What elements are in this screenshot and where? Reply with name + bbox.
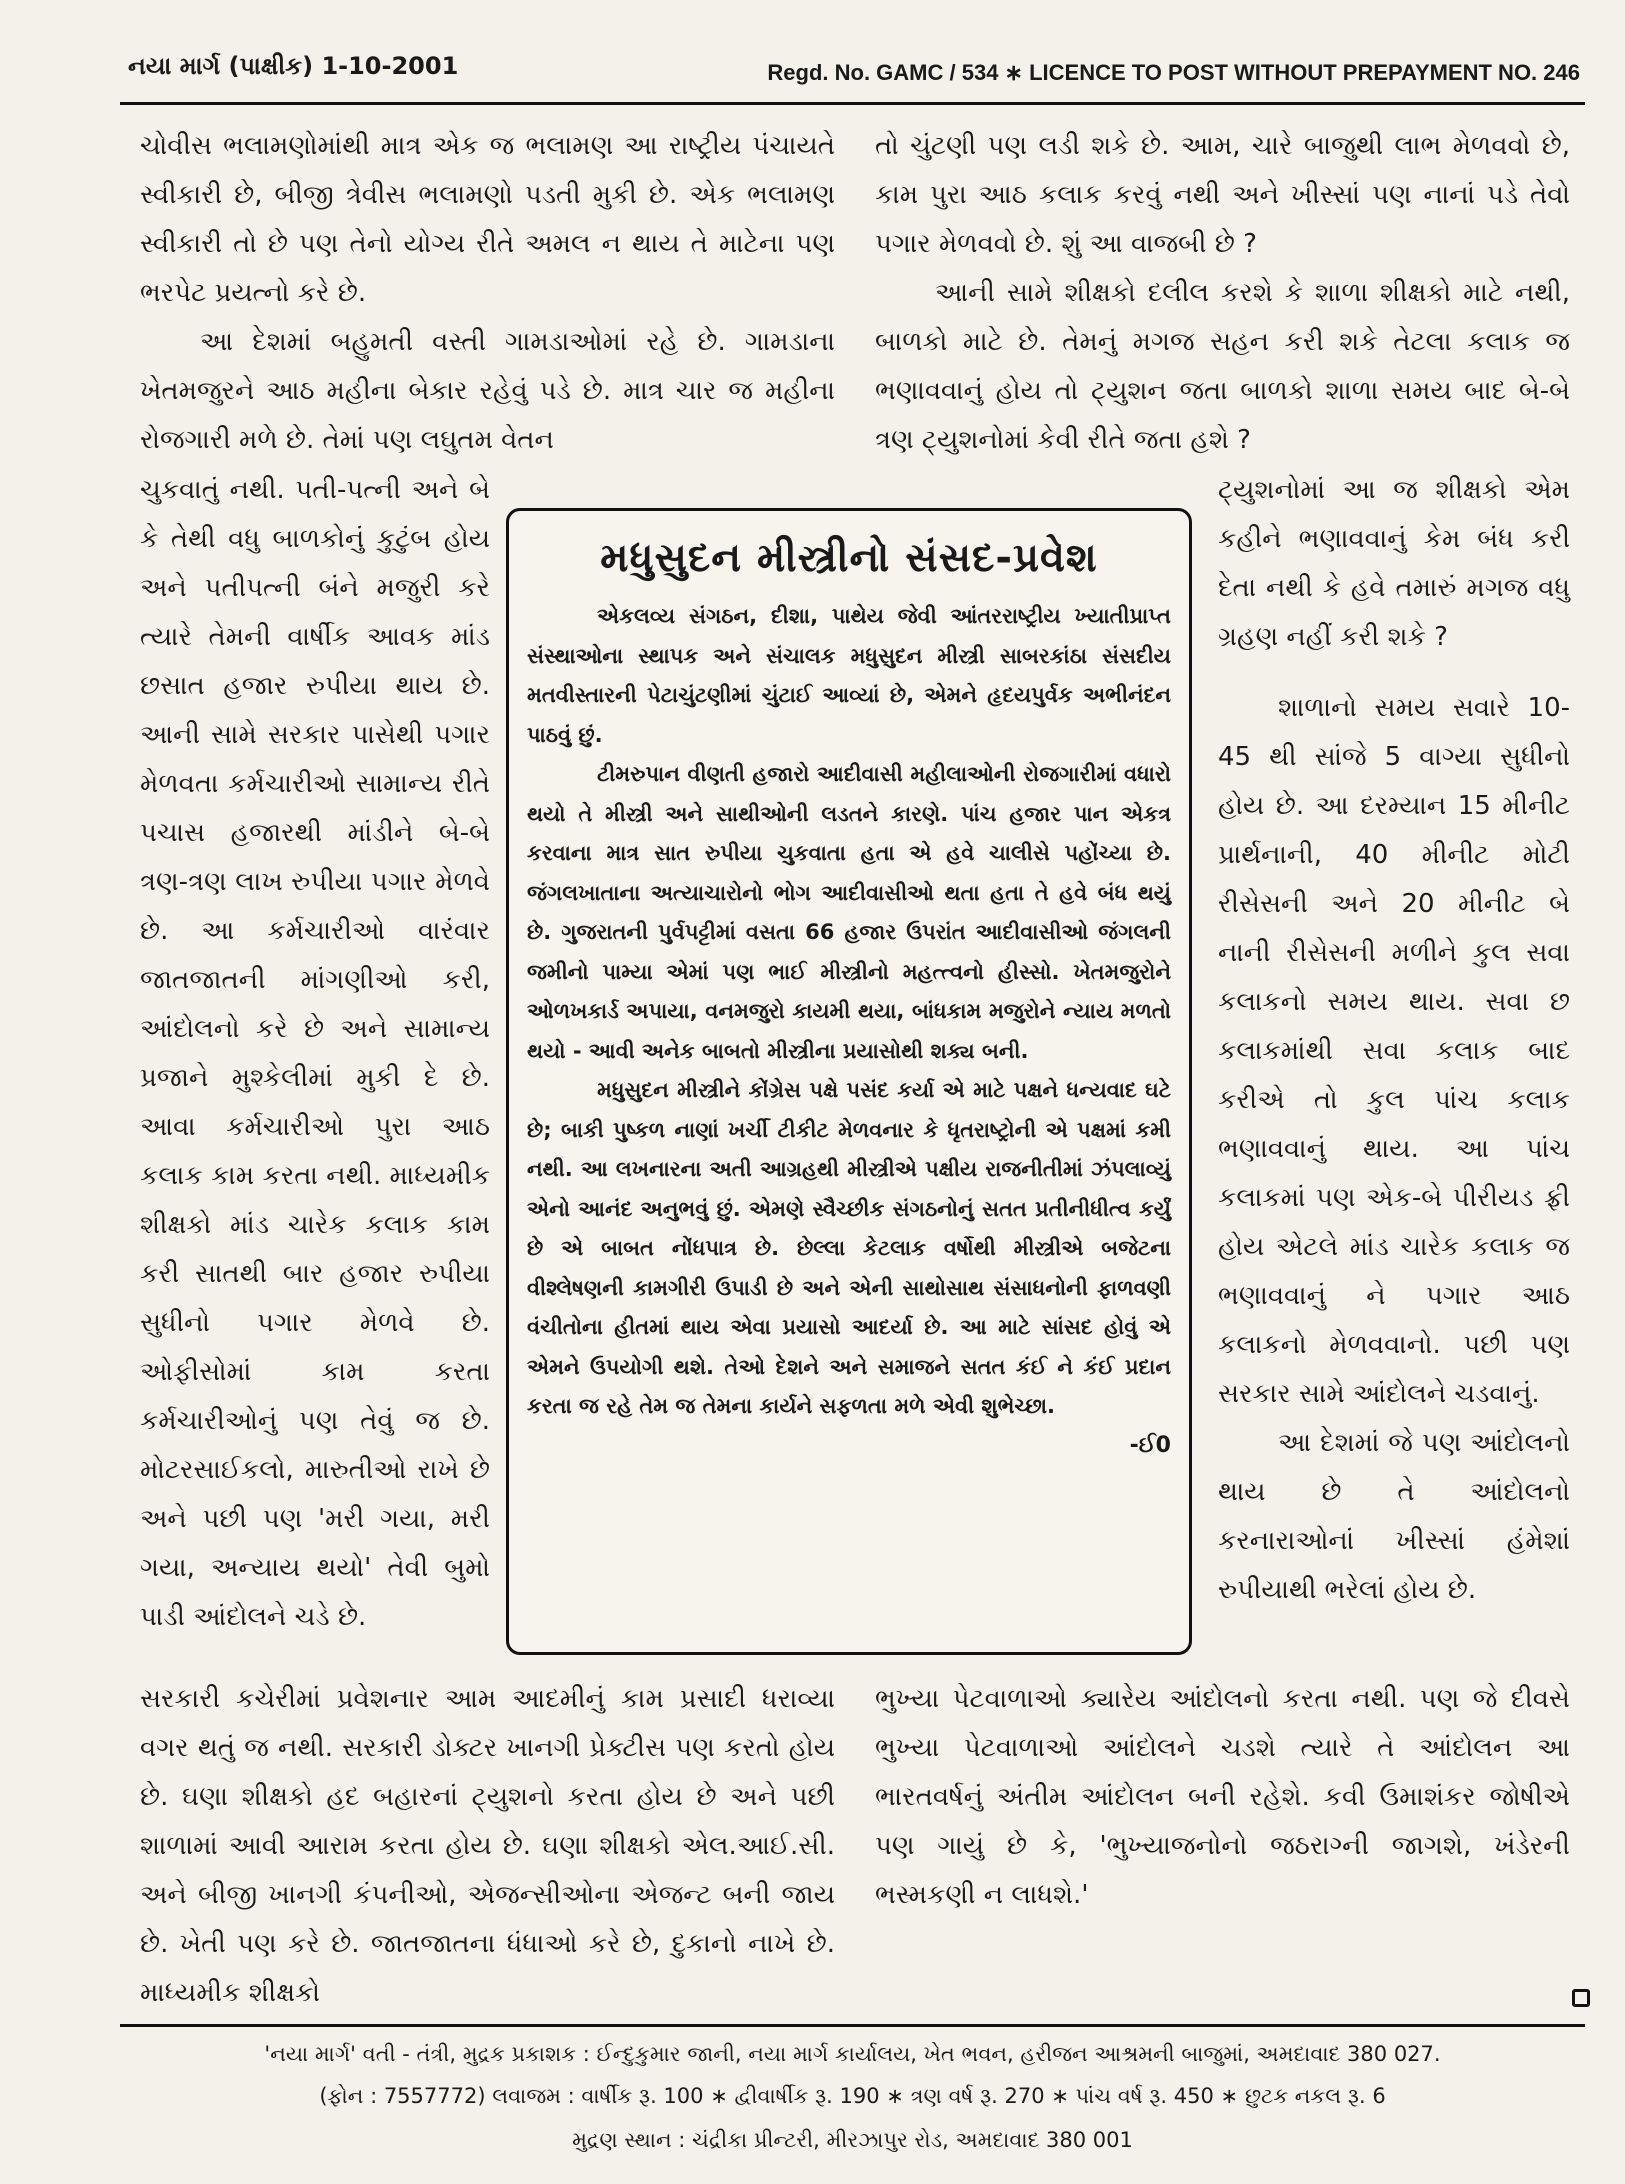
footer-line-1: 'નયા માર્ગ' વતી - તંત્રી, મુદ્રક પ્રકાશક : ઈન્દુકુમાર જાની, નયા માર્ગ કાર્યાલય, ખેત ભવન, હરીજન આશ્રમની બાજુમાં, અમદાવાદ 380 027. (264, 2042, 1441, 2066)
end-of-article-mark (1572, 1989, 1590, 2007)
box-paragraph-1: એકલવ્ય સંગઠન, દીશા, પાથેય જેવી આંતરરાષ્ટ્રીય ખ્યાતીપ્રાપ્ત સંસ્થાઓના સ્થાપક અને સંચાલક મધુસુદન મીસ્ત્રી સાબરકાંઠા સંસદીય મતવીસ્તારની પેટાચુંટણીમાં ચુંટાઈ આવ્યાં છે, એમને હૃદયપુર્વક અભીનંદન પાઠવું છું. (527, 604, 1171, 747)
right-column-narrow (1218, 466, 1570, 1615)
right-bottom-paragraph: ભુખ્યા પેટવાળાઓ ક્યારેય આંદોલનો કરતા નથી. પણ જે દીવસે ભુખ્યા પેટવાળાઓ આંદોલને ચડશે ત્યારે તે આંદોલન આ ભારતવર્ષનું અંતીમ આંદોલન બની રહેશે. કવી ઉમાશંકર જોષીએ પણ ગાયું છે કે, 'ભુખ્યાજનોનો જઠરાગ્ની જાગશે, ખંડેરની ભસ્મકણી ન લાધશે.' (875, 1684, 1570, 1910)
right-narrow-paragraph-2: શાળાનો સમય સવારે 10-45 થી સાંજે 5 વાગ્યા સુધીનો હોય છે. આ દરમ્યાન 15 મીનીટ પ્રાર્થનાની, 40 મીનીટ મોટી રીસેસની અને 20 મીનીટ બે નાની રીસેસની મળીને કુલ સવા કલાકનો સમય થાય. સવા છ કલાકમાંથી સવા કલાક બાદ કરીએ તો કુલ પાંચ કલાક ભણાવવાનું થાય. આ પાંચ કલાકમાં પણ એક-બે પીરીયડ ફ્રી હોય એટલે માંડ ચારેક કલાક જ ભણાવવાનું ને પગાર આઠ કલાકનો મેળવવાનો. પછી પણ સરકાર સામે આંદોલને ચડવાનું. (1218, 693, 1570, 1409)
box-paragraph-3: મધુસુદન મીસ્ત્રીને કોંગ્રેસ પક્ષે પસંદ કર્યા એ માટે પક્ષને ધન્યવાદ ઘટે છે; બાકી પુષ્કળ નાણાં ખર્ચી ટીકીટ મેળવનાર કે ધૃતરાષ્ટ્રોની એ પક્ષમાં કમી નથી. આ લખનારના અતી આગ્રહથી મીસ્ત્રીએ પક્ષીય રાજનીતીમાં ઝંપલાવ્યું એનો આનંદ અનુભવું છું. એમણે સ્વૈચ્છીક સંગઠનોનું સતત પ્રતીનીધીત્વ કર્યું છે એ બાબત નોંધપાત્ર છે. છેલ્લા કેટલાક વર્ષોથી મીસ્ત્રીએ બજેટના વીશ્લેષણની કામગીરી ઉપાડી છે અને એની સાથોસાથ સંસાધનોની ફાળવણી વંચીતોના હીતમાં થાય એવા પ્રયાસો આદર્યા છે. આ માટે સાંસદ હોવું એ એમને ઉપયોગી થશે. તેઓ દેશને અને સમાજને સતત કંઈ ને કંઈ પ્રદાન કરતા જ રહે તેમ જ તેમના કાર્યને સફળતા મળે એવી શુભેચ્છા. (527, 1078, 1171, 1418)
left-paragraph-1: ચોવીસ ભલામણોમાંથી માત્ર એક જ ભલામણ આ રાષ્ટ્રીય પંચાયતે સ્વીકારી છે, બીજી ત્રેવીસ ભલામણો પડતી મુકી છે. એક ભલામણ સ્વીકારી તો છે પણ તેનો યોગ્ય રીતે અમલ ન થાય તે માટેના પણ ભરપેટ પ્રયત્નો કરે છે. (140, 131, 835, 308)
right-paragraph-1: તો ચુંટણી પણ લડી શકે છે. આમ, ચારે બાજુથી લાભ મેળવવો છે, કામ પુરા આઠ કલાક કરવું નથી અને ખીસ્સાં પણ નાનાં પડે તેવો પગાર મેળવવો છે. શું આ વાજબી છે ? (875, 131, 1570, 259)
left-paragraph-2: આ દેશમાં બહુમતી વસ્તી ગામડાઓમાં રહે છે. ગામડાના ખેતમજુરને આઠ મહીના બેકાર રહેવું પડે છે. માત્ર ચાર જ મહીના રોજગારી મળે છે. તેમાં પણ લઘુતમ વેતન (140, 327, 835, 455)
left-narrow-paragraph: ચુકવાતું નથી. પતી-પત્ની અને બે કે તેથી વધુ બાળકોનું કુટુંબ હોય અને પતીપત્ની બંને મજુરી કરે ત્યારે તેમની વાર્ષીક આવક માંડ છસાત હજાર રુપીયા થાય છે. આની સામે સરકાર પાસેથી પગાર મેળવતા કર્મચારીઓ સામાન્ય રીતે પચાસ હજારથી માંડીને બે-બે ત્રણ-ત્રણ લાખ રુપીયા પગાર મેળવે છે. આ કર્મચારીઓ વારંવાર જાતજાતની માંગણીઓ કરી, આંદોલનો કરે છે અને સામાન્ય પ્રજાને મુશ્કેલીમાં મુકી દે છે. આવા કર્મચારીઓ પુરા આઠ કલાક કામ કરતા નથી. માધ્યમીક શીક્ષકો માંડ ચારેક કલાક કામ કરી સાતથી બાર હજાર રુપીયા સુધીનો પગાર મેળવે છે. ઓફીસોમાં કામ કરતા કર્મચારીઓનું પણ તેવું જ છે. મોટરસાઈકલો, મારુતીઓ રાખે છે અને પછી પણ 'મરી ગયા, મરી ગયા, અન્યાય થયો' તેવી બુમો પાડી આંદોલને ચડે છે. (140, 475, 490, 1632)
right-paragraph-2: આની સામે શીક્ષકો દલીલ કરશે કે શાળા શીક્ષકો માટે નથી, બાળકો માટે છે. તેમનું મગજ સહન કરી શકે તેટલા કલાક જ ભણાવવાનું હોય તો ટ્યુશન જતા બાળકો શાળા સમય બાદ બે-બે ત્રણ ટ્યુશનોમાં કેવી રીતે જતા હશે ? (875, 278, 1570, 455)
left-column-narrow (140, 466, 490, 1642)
footer-line-2: (ફોન : 7557772) લવાજમ : વાર્ષીક રૂ. 100 ∗ દ્વીવાર્ષીક રૂ. 190 ∗ ત્રણ વર્ષ રૂ. 270 ∗ પાંચ વર્ષ રૂ. 450 ∗ છુટક નકલ રૂ. 6 (319, 2084, 1386, 2108)
header-left: નયા માર્ગ (પાક્ષીક) 1-10-2001 (128, 52, 459, 80)
article-box (506, 508, 1192, 1655)
right-column-bottom (875, 1675, 1570, 1920)
box-body (527, 597, 1171, 1427)
box-title: મધુસુદન મીસ્ત્રીનો સંસદ-પ્રવેશ (600, 535, 1098, 581)
header-rule (120, 102, 1585, 105)
right-column-top (875, 122, 1570, 465)
box-signature: -ઈ0 (1129, 1432, 1171, 1458)
right-narrow-paragraph-1: ટ્યુશનોમાં આ જ શીક્ષકો એમ કહીને ભણાવવાનું કેમ બંધ કરી દેતા નથી કે હવે તમારું મગજ વધુ ગ્રહણ નહીં કરી શકે ? (1218, 475, 1570, 652)
footer-rule (120, 2024, 1585, 2027)
right-narrow-paragraph-3: આ દેશમાં જે પણ આંદોલનો થાય છે તે આંદોલનો કરનારાઓનાં ખીસ્સાં હંમેશાં રુપીયાથી ભરેલાં હોય છે. (1218, 1428, 1570, 1605)
left-column-top (140, 122, 835, 465)
header-right: Regd. No. GAMC / 534 ∗ LICENCE TO POST WITHOUT PREPAYMENT NO. 246 (767, 60, 1580, 85)
left-bottom-paragraph: સરકારી કચેરીમાં પ્રવેશનાર આમ આદમીનું કામ પ્રસાદી ધરાવ્યા વગર થતું જ નથી. સરકારી ડોક્ટર ખાનગી પ્રેક્ટીસ પણ કરતો હોય છે. ઘણા શીક્ષકો હદ બહારનાં ટ્યુશનો કરતા હોય છે અને પછી શાળામાં આવી આરામ કરતા હોય છે. ઘણા શીક્ષકો એલ.આઈ.સી. અને બીજી ખાનગી કંપનીઓ, એજન્સીઓના એજન્ટ બની જાય છે. ખેતી પણ કરે છે. જાતજાતના ધંધાઓ કરે છે, દુકાનો નાખે છે. માધ્યમીક શીક્ષકો (140, 1684, 835, 2008)
left-column-bottom (140, 1675, 835, 2018)
box-paragraph-2: ટીમરુપાન વીણતી હજારો આદીવાસી મહીલાઓની રોજગારીમાં વધારો થયો તે મીસ્ત્રી અને સાથીઓની લડતને કારણે. પાંચ હજાર પાન એકત્ર કરવાના માત્ર સાત રુપીયા ચુકવાતા હતા એ હવે ચાલીસે પહોંચ્યા છે. જંગલખાતાના અત્યાચારોનો ભોગ આદીવાસીઓ થતા હતા તે હવે બંધ થયું છે. ગુજરાતની પુર્વપટ્ટીમાં વસતા 66 હજાર ઉપરાંત આદીવાસીઓ જંગલની જમીનો પામ્યા એમાં પણ ભાઈ મીસ્ત્રીનો મહત્ત્વનો હીસ્સો. ખેતમજુરોને ઓળખકાર્ડ અપાયા, વનમજુરો કાયમી થયા, બાંધકામ મજુરોને ન્યાય મળતો થયો - આવી અનેક બાબતો મીસ્ત્રીના પ્રયાસોથી શક્ય બની. (527, 762, 1171, 1063)
footer-line-3: મુદ્રણ સ્થાન : ચંદ્રીકા પ્રીન્ટરી, મીરઝાપુર રોડ, અમદાવાદ 380 001 (572, 2128, 1133, 2152)
